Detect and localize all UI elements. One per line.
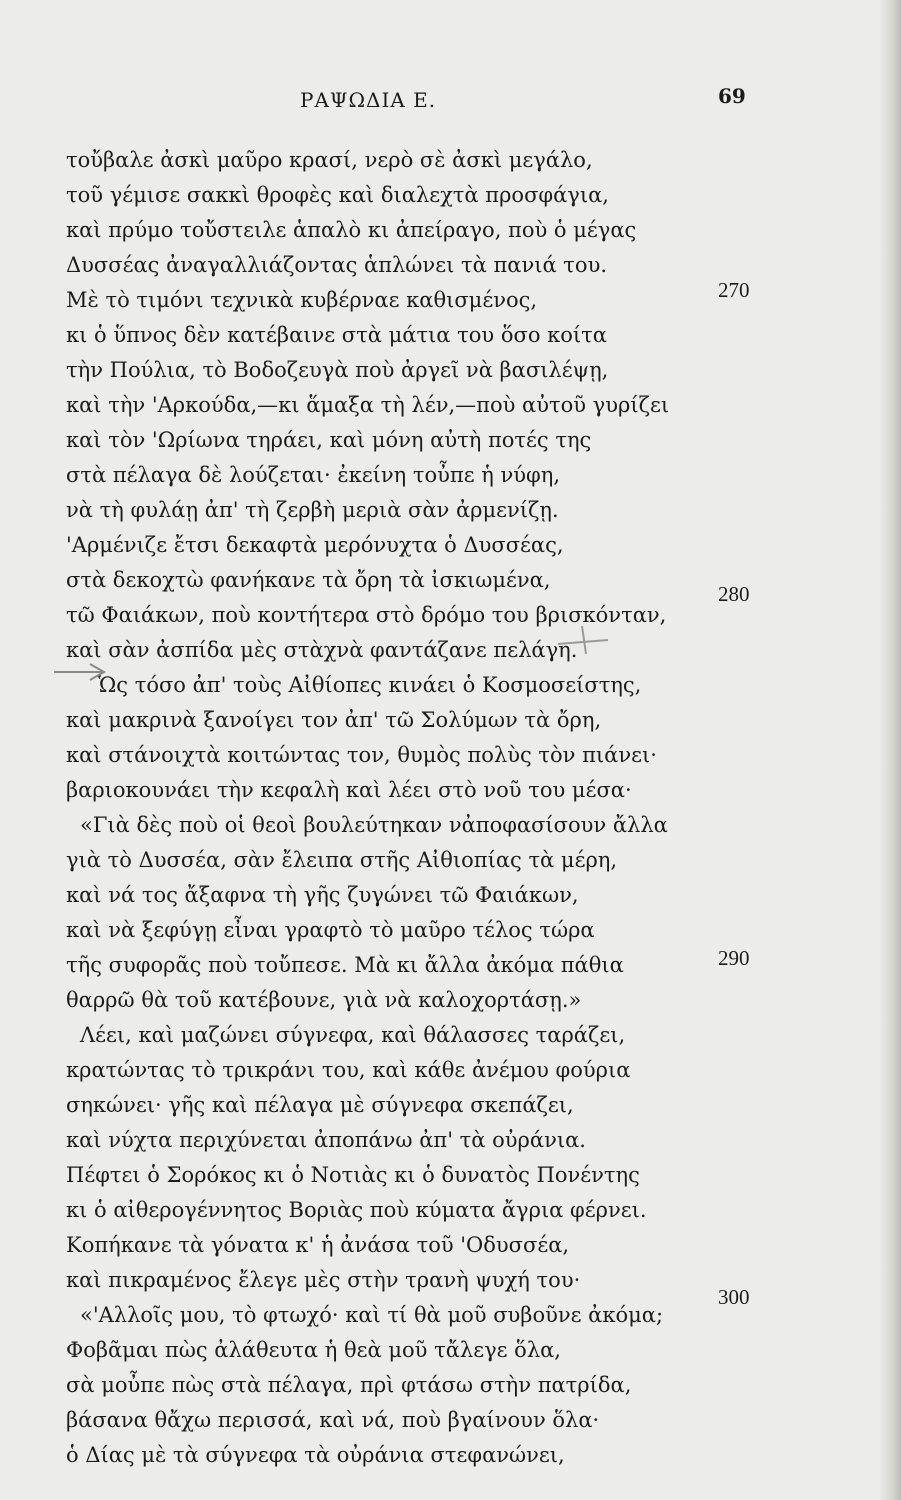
verse-line: νὰ τὴ φυλάῃ ἀπ' τὴ ζερβὴ μεριὰ σὰν ἀρμενίζῃ.	[66, 498, 559, 522]
verse-line: κι ὁ ὕπνος δὲν κατέβαινε στὰ μάτια του ὅσο κοίτα	[66, 323, 607, 347]
verse-line: ὁ Δίας μὲ τὰ σύγνεφα τὰ οὐράνια στεφανώνει,	[66, 1443, 565, 1467]
line-number-290: 290	[718, 946, 750, 970]
verse-line: σὰ μοὖπε πὼς στὰ πέλαγα, πρὶ φτάσω στὴν πατρίδα,	[66, 1373, 632, 1397]
line-number-270: 270	[718, 278, 750, 302]
verse-line: καὶ στάνοιχτὰ κοιτώντας τον, θυμὸς πολὺς τὸν πιάνει·	[66, 743, 657, 767]
verse-line: «Γιὰ δὲς ποὺ οἱ θεοὶ βουλεύτηκαν νἀποφασίσουν ἄλλα	[80, 813, 668, 837]
verse-line: Πέφτει ὁ Σορόκος κι ὁ Νοτιὰς κι ὁ δυνατὸς Πονέντης	[66, 1163, 640, 1187]
line-number-280: 280	[718, 582, 750, 606]
verse-line: καὶ νὰ ξεφύγῃ εἶναι γραφτὸ τὸ μαῦρο τέλος τώρα	[66, 918, 595, 942]
verse-line: καὶ μακρινὰ ξανοίγει τον ἀπ' τῶ Σολύμων τὰ ὄρη,	[66, 708, 602, 732]
verse-line: σηκώνει· γῆς καὶ πέλαγα μὲ σύγνεφα σκεπάζει,	[66, 1093, 574, 1117]
verse-line: βαριοκουνάει τὴν κεφαλὴ καὶ λέει στὸ νοῦ του μέσα·	[66, 778, 632, 802]
verse-line: τῶ Φαιάκων, ποὺ κοντήτερα στὸ δρόμο του βρισκόνταν,	[66, 603, 667, 627]
verse-line: τῆς συφορᾶς ποὺ τοὔπεσε. Μὰ κι ἄλλα ἀκόμα πάθια	[66, 953, 624, 977]
verse-line: Φοβᾶμαι πὼς ἀλάθευτα ἡ θεὰ μοῦ τἄλεγε ὅλα,	[66, 1338, 561, 1362]
page-number: 69	[718, 84, 746, 108]
verse-line: τοὔβαλε ἀσκὶ μαῦρο κρασί, νερὸ σὲ ἀσκὶ μεγάλο,	[66, 148, 593, 172]
verse-line: κρατώντας τὸ τρικράνι του, καὶ κάθε ἀνέμου φούρια	[66, 1058, 631, 1082]
verse-line: Δυσσέας ἀναγαλλιάζοντας ἁπλώνει τὰ πανιά του.	[66, 253, 608, 277]
verse-line: βάσανα θἄχω περισσά, καὶ νά, ποὺ βγαίνουν ὅλα·	[66, 1408, 600, 1432]
verse-line: Ὡς τόσο ἀπ' τοὺς Αἰθίοπες κινάει ὁ Κοσμοσείστης,	[98, 673, 642, 697]
verse-line: 'Αρμένιζε ἔτσι δεκαφτὰ μερόνυχτα ὁ Δυσσέας,	[66, 533, 564, 557]
verse-line: κι ὁ αἰθερογέννητος Βοριὰς ποὺ κύματα ἄγρια φέρνει.	[66, 1198, 647, 1222]
verse-line: καὶ νύχτα περιχύνεται ἀποπάνω ἀπ' τὰ οὐράνια.	[66, 1128, 586, 1152]
verse-line: Μὲ τὸ τιμόνι τεχνικὰ κυβέρναε καθισμένος,	[66, 288, 538, 312]
verse-line: Λέει, καὶ μαζώνει σύγνεφα, καὶ θάλασσες ταράζει,	[80, 1023, 626, 1047]
verse-line: τὴν Πούλια, τὸ Βοδοζευγὰ ποὺ ἀργεῖ νὰ βασιλέψῃ,	[66, 358, 609, 382]
verse-line: θαρρῶ θὰ τοῦ κατέβουνε, γιὰ νὰ καλοχορτάσῃ.»	[66, 988, 582, 1012]
verse-line: καὶ τὸν 'Ωρίωνα τηράει, καὶ μόνη αὐτὴ ποτές της	[66, 428, 592, 452]
verse-line: καὶ πρύμο τοὔστειλε ἁπαλὸ κι ἀπείραγο, ποὺ ὁ μέγας	[66, 218, 637, 242]
verse-line: στὰ πέλαγα δὲ λούζεται· ἐκείνη τοὖπε ἡ νύφη,	[66, 463, 561, 487]
verse-line: γιὰ τὸ Δυσσέα, σὰν ἔλειπα στῆς Αἰθιοπίας τὰ μέρη,	[66, 848, 618, 872]
verse-line: καὶ τὴν 'Αρκούδα,—κι ἅμαξα τὴ λέν,—ποὺ αὐτοῦ γυρίζει	[66, 393, 670, 417]
verse-line: «'Αλλοῖς μου, τὸ φτωχό· καὶ τί θὰ μοῦ συβοῦνε ἀκόμα;	[80, 1303, 664, 1327]
running-head: ΡΑΨΩΔΙΑ Ε.	[300, 88, 437, 112]
verse-line: στὰ δεκοχτὼ φανήκανε τὰ ὄρη τὰ ἰσκιωμένα,	[66, 568, 551, 592]
verse-line: καὶ σὰν ἀσπίδα μὲς στὰχνὰ φαντάζανε πελάγη.	[66, 638, 578, 662]
line-number-300: 300	[718, 1285, 750, 1309]
page-spine-shadow	[879, 0, 901, 1500]
verse-line: τοῦ γέμισε σακκὶ θροφὲς καὶ διαλεχτὰ προσφάγια,	[66, 183, 609, 207]
verse-line: καὶ πικραμένος ἔλεγε μὲς στὴν τρανὴ ψυχή του·	[66, 1268, 581, 1292]
verse-line: καὶ νά τος ἄξαφνα τὴ γῆς ζυγώνει τῶ Φαιάκων,	[66, 883, 579, 907]
verse-line: Κοπήκανε τὰ γόνατα κ' ἡ ἀνάσα τοῦ 'Οδυσσέα,	[66, 1233, 570, 1257]
